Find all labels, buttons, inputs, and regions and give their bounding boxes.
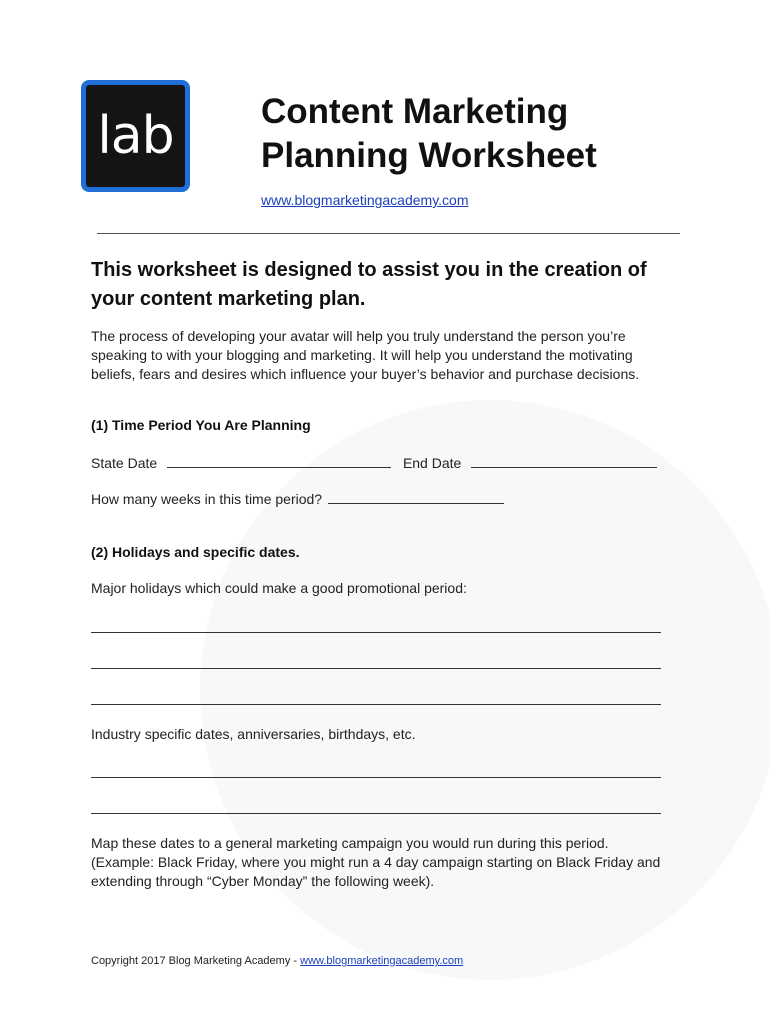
weeks-row <box>91 490 671 507</box>
lab-logo-text: lab <box>86 85 185 187</box>
industry-line-1[interactable] <box>91 777 661 778</box>
footer <box>91 955 463 967</box>
holiday-line-3[interactable] <box>91 704 661 705</box>
end-date-field[interactable] <box>471 454 657 468</box>
header-divider <box>97 233 680 234</box>
date-row <box>91 454 671 471</box>
lab-logo <box>81 80 190 192</box>
industry-prompt: Industry specific dates, anniversaries, birthdays, etc. <box>91 726 416 742</box>
holidays-prompt: Major holidays which could make a good promotional period: <box>91 580 467 596</box>
footer-link[interactable]: www.blogmarketingacademy.com <box>300 955 464 967</box>
holiday-line-2[interactable] <box>91 668 661 669</box>
footer-copyright: Copyright 2017 Blog Marketing Academy - <box>91 955 298 967</box>
section-1-heading: (1) Time Period You Are Planning <box>91 417 311 433</box>
section-2-heading: (2) Holidays and specific dates. <box>91 544 300 560</box>
weeks-label: How many weeks in this time period? <box>91 491 323 507</box>
industry-line-2[interactable] <box>91 813 661 814</box>
page-title <box>261 90 597 178</box>
holiday-line-1[interactable] <box>91 632 661 633</box>
title-line-2: Planning Worksheet <box>261 136 597 175</box>
start-date-field[interactable] <box>167 454 391 468</box>
watermark-logo <box>200 400 770 980</box>
title-line-1: Content Marketing <box>261 92 569 131</box>
intro-paragraph: The process of developing your avatar will help you truly understand the person you’re speaking to with your blogging and marketing. It will help you understand the motivating beliefs, fears and desires which influence your buyer’s behavior and purchase decisions. <box>91 328 640 382</box>
website-link[interactable]: www.blogmarketingacademy.com <box>261 192 469 208</box>
map-dates-paragraph: Map these dates to a general marketing campaign you would run during this period. (Example: Black Friday, where you might run a 4 day campaign starting on Black Friday and extending through “Cyber Monday” the following week). <box>91 835 661 889</box>
worksheet-headline: This worksheet is designed to assist you in the creation of your content marketing plan. <box>91 259 647 310</box>
start-date-label: State Date <box>91 455 158 471</box>
weeks-field[interactable] <box>328 490 504 504</box>
end-date-label: End Date <box>402 455 462 471</box>
